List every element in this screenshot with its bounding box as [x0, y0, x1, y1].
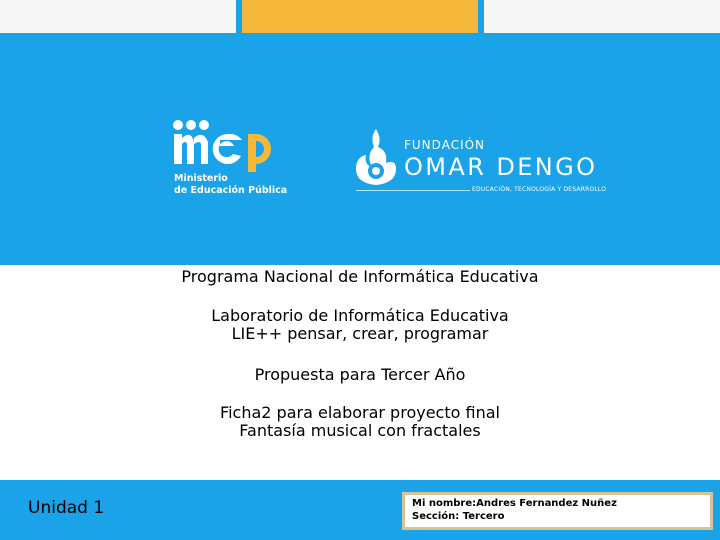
sheet-title-line2: Fantasía musical con fractales — [239, 421, 481, 440]
foundation-divider — [356, 190, 470, 191]
proposal-title — [0, 366, 720, 384]
student-section: Sección: Tercero — [412, 511, 505, 522]
unit-label: Unidad 1 — [28, 498, 105, 518]
lab-title — [0, 307, 720, 343]
header-tab-left — [0, 0, 236, 33]
mep-subtitle-line1: Ministerio — [174, 173, 228, 184]
lab-title-line1: Laboratorio de Informática Educativa — [211, 306, 509, 325]
mep-logo — [172, 118, 302, 198]
mep-subtitle-line2: de Educación Pública — [174, 185, 288, 196]
foundation-label: FUNDACIÓN — [404, 138, 486, 152]
proposal-title-text: Propuesta para Tercer Año — [254, 365, 466, 384]
student-name: Mi nombre:Andres Fernandez Nuñez — [412, 498, 617, 509]
lab-title-line2: LIE++ pensar, crear, programar — [231, 324, 489, 343]
sheet-title-line1: Ficha2 para elaborar proyecto final — [220, 403, 500, 422]
program-title — [0, 268, 720, 286]
mep-wordmark-icon — [172, 118, 290, 172]
sheet-title — [0, 404, 720, 440]
mep-subtitle — [174, 173, 287, 197]
student-info-box — [402, 492, 713, 530]
header-tab-right — [484, 0, 720, 33]
foundation-tagline: EDUCACIÓN, TECNOLOGÍA Y DESARROLLO — [472, 186, 607, 193]
program-title-text: Programa Nacional de Informática Educativa — [181, 267, 539, 286]
foundation-name: OMAR DENGO — [404, 153, 598, 181]
omar-dengo-logo — [352, 125, 607, 197]
header-tab-accent — [242, 0, 478, 33]
flame-icon — [352, 125, 400, 187]
